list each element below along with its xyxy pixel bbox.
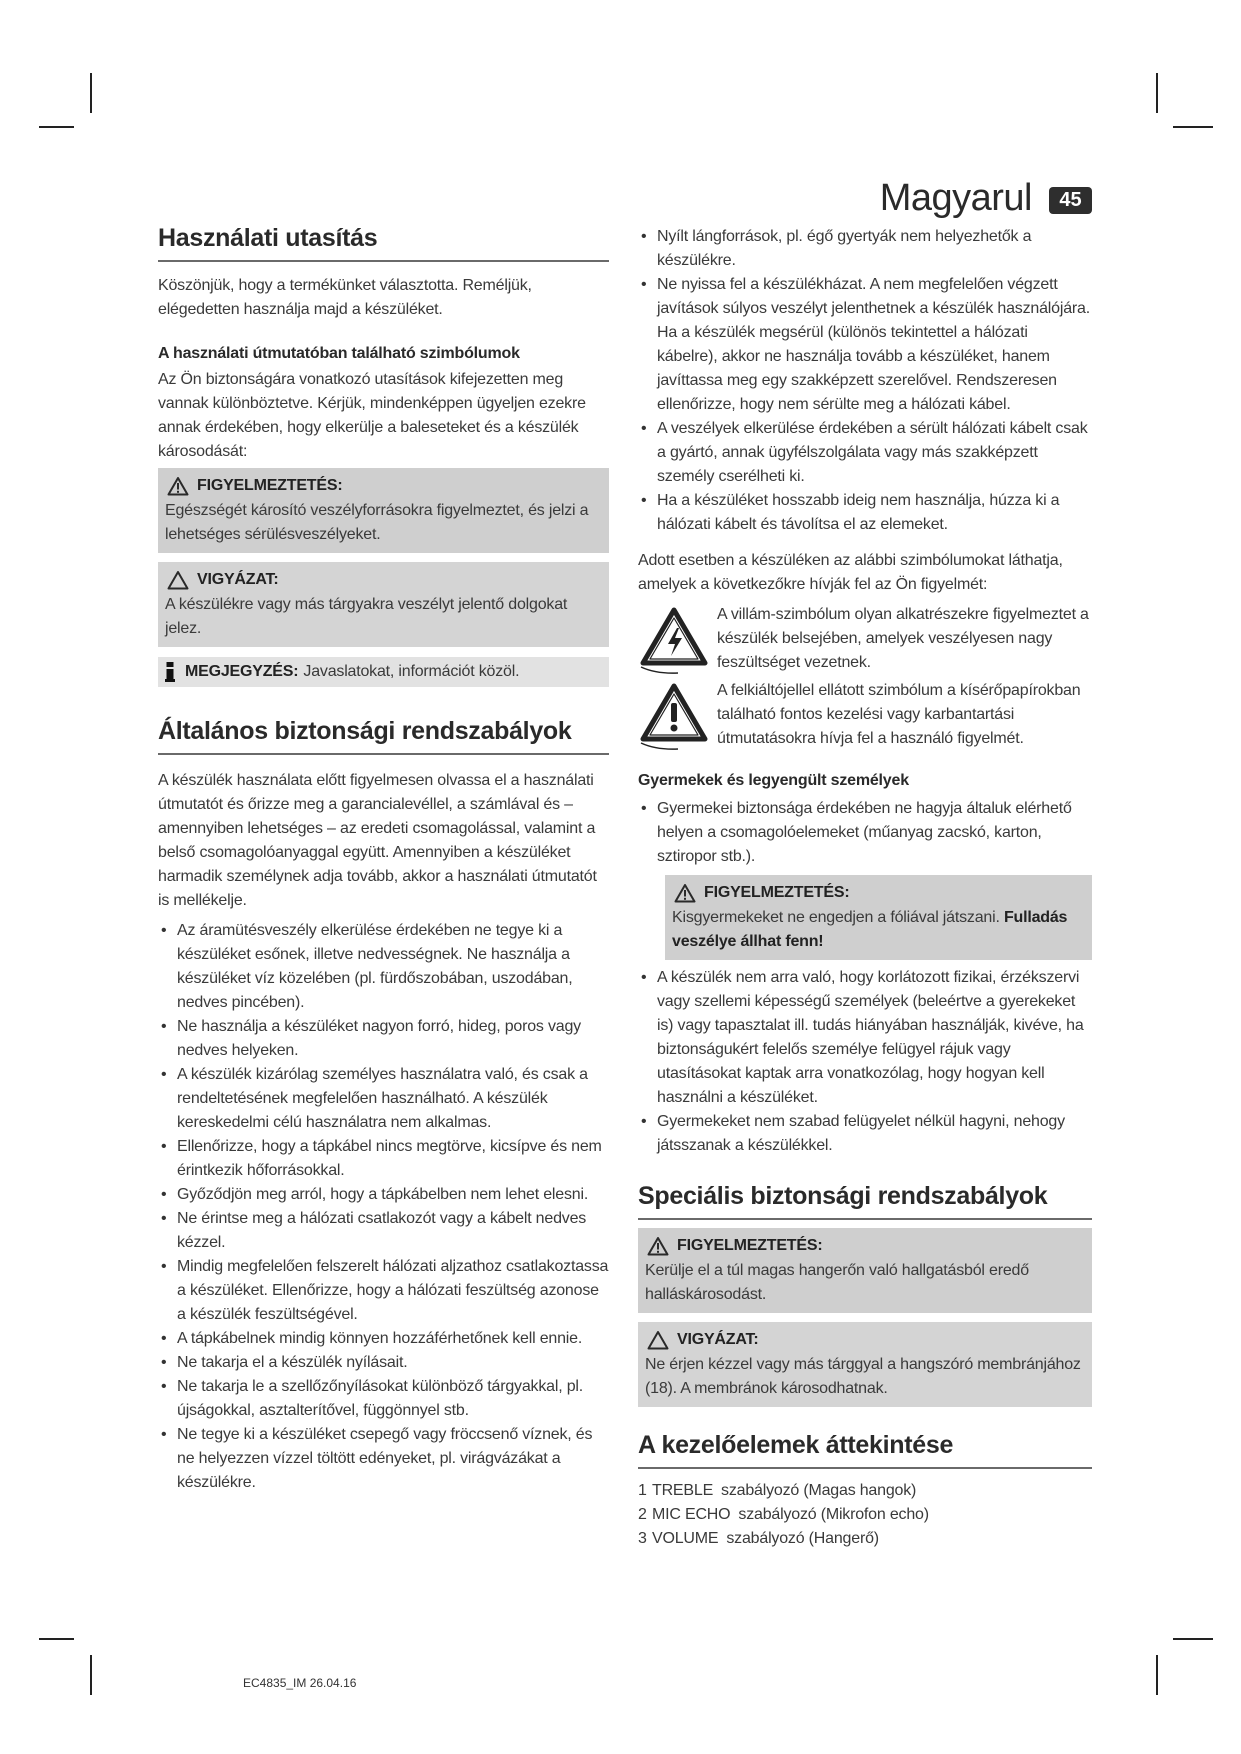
warning-text-emphasis: Fulladás veszélye állhat fenn!: [672, 909, 1068, 950]
icon-exclamation-dot: [671, 725, 678, 732]
control-description: szabályozó (Hangerő): [726, 1530, 879, 1547]
caution-triangle-icon: [647, 1330, 669, 1350]
note-box: [158, 657, 609, 687]
safety-bullet: • Ne takarja el a készülék nyílásait.: [158, 1351, 609, 1375]
warning-text: Egészségét károsító veszélyforrásokra figyelmeztet, és jelzi a lehetséges sérülésveszélyeket.: [165, 502, 589, 543]
crop-mark-top-right-horizontal: [1173, 126, 1213, 128]
warning-triangle-icon: [647, 1236, 669, 1256]
icon-dot: [177, 491, 179, 493]
note-text: Javaslatokat, információt közöl.: [303, 663, 520, 680]
general-safety-text: A készülék használata előtt figyelmesen olvassa el a használati útmutatót és őrizze meg a garancialevéllel, a számlával és – amennyiben lehetséges – az eredeti csomagolással, valamint a belső csomagolóanyaggal együtt. Amennyiben a készüléket harmadik személynek adja tovább, akkor a használati útmutatót is mellékelje.: [158, 772, 597, 909]
icon-base: [165, 679, 175, 682]
warning-text-main: Kisgyermekeket ne engedjen a fóliával játszani.: [672, 909, 1000, 926]
caution-text: A készülékre vagy más tárgyakra veszélyt jelentő dolgokat jelez.: [165, 596, 568, 637]
children-list-continued: [638, 966, 1092, 1158]
note-label: MEGJEGYZÉS:: [185, 663, 299, 680]
children-list: [638, 797, 1092, 869]
safety-bullet: • Ne használja a készüléket nagyon forró, hideg, poros vagy nedves helyeken.: [158, 1015, 609, 1063]
control-item: [638, 1479, 1092, 1503]
safety-bullet: • Nyílt lángforrások, pl. égő gyertyák nem helyezhetők a készülékre.: [638, 225, 1092, 273]
caution-text: Ne érjen kézzel vagy más tárggyal a hangszóró membránjához (18). A membránok károsodhatnak.: [645, 1356, 1081, 1397]
crop-mark-bottom-left-horizontal: [39, 1638, 74, 1640]
control-name: MIC ECHO: [652, 1506, 731, 1523]
safety-bullet: • Ne nyissa fel a készülékházat. A nem megfelelően végzett javítások súlyos veszélyt jelenthetnek a készülék használójára. Ha a készülék megsérül (különös tekintettel a hálózati kábelre), akkor ne használja tovább a készüléket, hanem javíttassa meg egy szakképzett szerelővel. Rendszeresen ellenőrizze, hogy nem sérülte meg a hálózati kábel.: [638, 273, 1092, 417]
control-number: 2: [638, 1506, 647, 1523]
warning-text: [672, 906, 1085, 954]
warning-triangle-icon: [167, 476, 189, 496]
caution-label: VIGYÁZAT:: [197, 571, 279, 588]
language-title: Magyarul: [879, 177, 1032, 219]
icon-stem: [167, 669, 174, 680]
section-title-usage: Használati utasítás: [158, 222, 609, 262]
intro-text: Köszönjük, hogy a termékünket választotta. Reméljük, elégedetten használja majd a készüléket.: [158, 277, 532, 318]
warning-label: FIGYELMEZTETÉS:: [677, 1237, 823, 1254]
symbols-text: Az Ön biztonságára vonatkozó utasítások kifejezetten meg vannak különböztetve. Kérjük, mindenképpen ügyeljen ezekre annak érdekében, hogy elkerülje a baleseteket és a készülék károsodását:: [158, 371, 586, 460]
children-bullet: • Gyermekei biztonsága érdekében ne hagyja általuk elérhető helyen a csomagolóelemeket (műanyag zacskó, karton, sztiropor stb.).: [638, 797, 1092, 869]
crop-mark-bottom-left-vertical: [90, 1655, 92, 1695]
control-item: [638, 1503, 1092, 1527]
section-title-special-safety: Speciális biztonsági rendszabályok: [638, 1180, 1092, 1220]
children-warning-box: [665, 875, 1092, 960]
left-column: [158, 222, 609, 1495]
controls-list: [638, 1479, 1092, 1551]
info-icon: [165, 662, 175, 682]
safety-bullet: • Ne érintse meg a hálózati csatlakozót vagy a kábelt nedves kézzel.: [158, 1207, 609, 1255]
caution-triangle-icon: [167, 570, 189, 590]
crop-mark-top-left-horizontal: [39, 126, 74, 128]
special-caution-box: [638, 1322, 1092, 1407]
control-description: szabályozó (Magas hangok): [721, 1482, 917, 1499]
caution-box: [158, 562, 609, 647]
warning-title: [645, 1233, 1085, 1259]
icon-outline: [169, 572, 188, 589]
safety-bullet: • A veszélyek elkerülése érdekében a sérült hálózati kábelt csak a gyártó, annak ügyfélszolgálata vagy más szakképzett személy cserélheti ki.: [638, 417, 1092, 489]
section-title-general-safety: Általános biztonsági rendszabályok: [158, 715, 609, 755]
safety-bullet: • Győződjön meg arról, hogy a tápkábelben nem lehet elesni.: [158, 1183, 609, 1207]
exclamation-symbol-row: [638, 679, 1092, 751]
control-description: szabályozó (Mikrofon echo): [738, 1506, 929, 1523]
device-symbols-text: Adott esetben a készüléken az alábbi szimbólumokat láthatja, amelyek a következőkre hívják fel az Ön figyelmét:: [638, 552, 1063, 593]
icon-outline: [649, 1332, 668, 1349]
safety-bullet: • Ha a készüléket hosszabb ideig nem használja, húzza ki a hálózati kábelt és távolítsa el az elemeket.: [638, 489, 1092, 537]
control-name: VOLUME: [652, 1530, 719, 1547]
control-number: 3: [638, 1530, 647, 1547]
warning-title: [672, 880, 1085, 906]
children-bullet: • Gyermekeket nem szabad felügyelet nélkül hagyni, nehogy játsszanak a készülékkel.: [638, 1110, 1092, 1158]
footer-code: EC4835_IM 26.04.16: [243, 1676, 357, 1690]
icon-dot: [684, 898, 686, 900]
section-title-controls: A kezelőelemek áttekintése: [638, 1429, 1092, 1469]
general-safety-list: [158, 919, 609, 1495]
general-safety-list-continued: [638, 225, 1092, 537]
symbols-heading: A használati útmutatóban található szimbólumok: [158, 345, 520, 362]
safety-bullet: • Ellenőrizze, hogy a tápkábel nincs megtörve, kicsípve és nem érintkezik hőforrásokkal.: [158, 1135, 609, 1183]
lightning-triangle-icon: [638, 603, 710, 675]
control-item: [638, 1527, 1092, 1551]
warning-triangle-icon: [674, 883, 696, 903]
safety-bullet: • Ne tegye ki a készüléket csepegő vagy fröccsenő víznek, és ne helyezzen vízzel töltött edényeket, pl. virágvázákat a készülékre.: [158, 1423, 609, 1495]
icon-mark: [657, 1243, 659, 1250]
control-name: TREBLE: [652, 1482, 714, 1499]
exclamation-symbol-text: A felkiáltójellel ellátott szimbólum a kísérőpapírokban található fontos kezelési vagy karbantartási útmutatásokra hívja fel a használó figyelmét.: [717, 682, 1081, 747]
icon-mark: [177, 483, 179, 490]
warning-label: FIGYELMEZTETÉS:: [197, 477, 343, 494]
safety-bullet: • A tápkábelnek mindig könnyen hozzáférhetőnek kell ennie.: [158, 1327, 609, 1351]
safety-bullet: • Az áramütésveszély elkerülése érdekében ne tegye ki a készüléket esőnek, illetve nedvességnek. Ne használja a készüléket víz közelében (pl. fürdőszobában, uszodában, nedves pincében).: [158, 919, 609, 1015]
crop-mark-top-left-vertical: [90, 73, 92, 113]
warning-box: [158, 468, 609, 553]
lightning-symbol-text: A villám-szimbólum olyan alkatrészekre figyelmeztet a készülék belsejében, amelyek veszélyesen nagy feszültséget vezetnek.: [717, 606, 1089, 671]
warning-text: Kerülje el a túl magas hangerőn való hallgatásból eredő halláskárosodást.: [645, 1262, 1029, 1303]
icon-dot: [657, 1251, 659, 1253]
caution-title: [645, 1327, 1085, 1353]
warning-title: [165, 473, 602, 499]
lightning-symbol-row: [638, 603, 1092, 675]
safety-bullet: • A készülék kizárólag személyes használatra való, és csak a rendeltetésének megfelelően használható. A készülék kereskedelmi célú használatra nem alkalmas.: [158, 1063, 609, 1135]
exclamation-triangle-icon: [638, 679, 710, 751]
control-number: 1: [638, 1482, 647, 1499]
icon-swoosh: [641, 743, 678, 749]
children-heading: Gyermekek és legyengült személyek: [638, 772, 909, 789]
safety-bullet: • Ne takarja le a szellőzőnyílásokat különböző tárgyakkal, pl. újságokkal, asztalterítővel, függönnyel stb.: [158, 1375, 609, 1423]
warning-label: FIGYELMEZTETÉS:: [704, 884, 850, 901]
crop-mark-bottom-right-horizontal: [1173, 1638, 1213, 1640]
special-warning-box: [638, 1228, 1092, 1313]
right-column: [638, 225, 1092, 1551]
crop-mark-bottom-right-vertical: [1156, 1655, 1158, 1695]
icon-mark: [684, 890, 686, 897]
caution-label: VIGYÁZAT:: [677, 1331, 759, 1348]
icon-dot: [167, 662, 174, 667]
safety-bullet: • Mindig megfelelően felszerelt hálózati aljzathoz csatlakoztassa a készüléket. Ellenőrizze, hogy a hálózati feszültség azonose a készülék feszültségével.: [158, 1255, 609, 1327]
caution-title: [165, 567, 602, 593]
icon-swoosh: [641, 667, 678, 673]
icon-exclamation-bar: [671, 703, 677, 722]
page-number-badge: 45: [1049, 187, 1092, 214]
crop-mark-top-right-vertical: [1156, 73, 1158, 113]
children-bullet: • A készülék nem arra való, hogy korlátozott fizikai, érzékszervi vagy szellemi képességű személyek (beleértve a gyerekeket is) vagy tapasztalat ill. tudás hiányában használják, kivéve, ha biztonságukért felelős személye felügyel rájuk vagy utasításokat kaptak arra vonatkozólag, hogy hogyan kell használni a készüléket.: [638, 966, 1092, 1110]
